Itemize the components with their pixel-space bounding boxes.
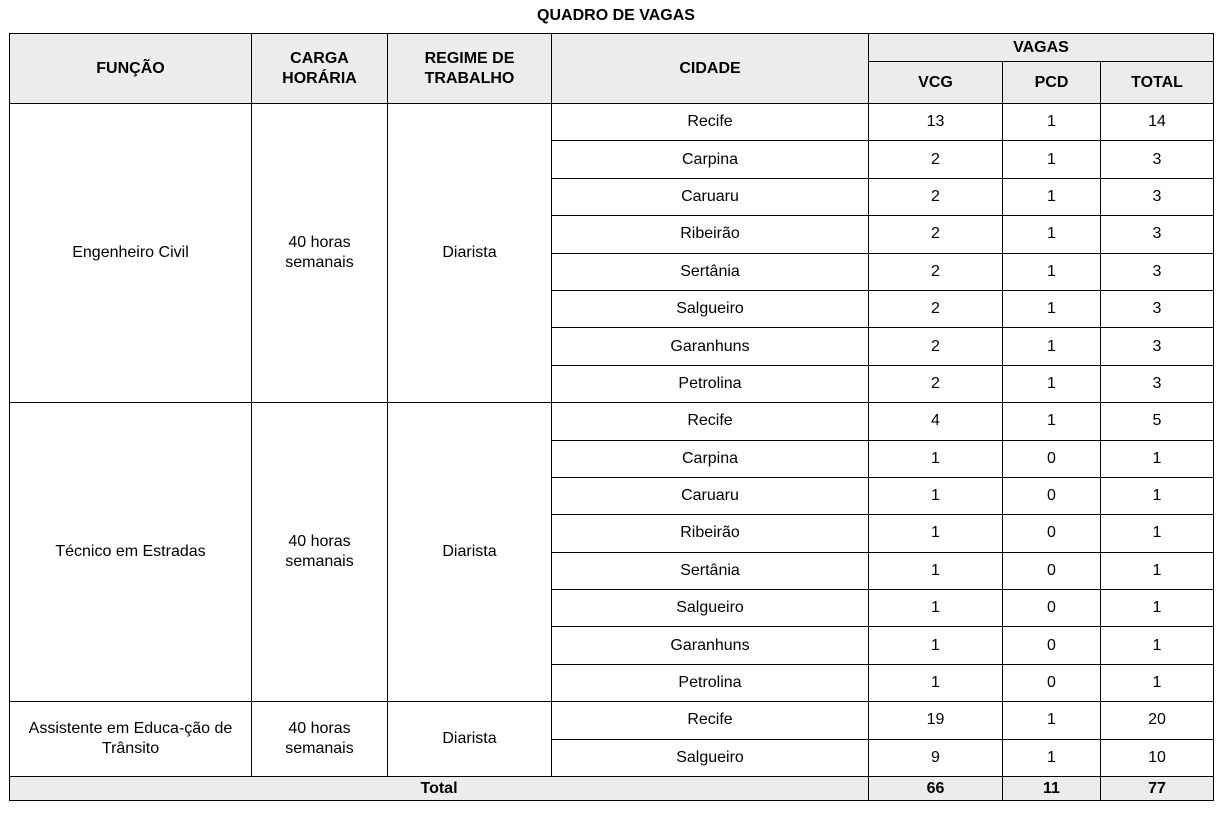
- total-cell: 3: [1101, 253, 1214, 290]
- vcg-cell: 2: [869, 253, 1003, 290]
- total-cell: 3: [1101, 365, 1214, 402]
- pcd-cell: 0: [1003, 552, 1101, 589]
- pcd-cell: 0: [1003, 515, 1101, 552]
- pcd-cell: 1: [1003, 739, 1101, 776]
- pcd-cell: 1: [1003, 702, 1101, 739]
- vcg-cell: 1: [869, 440, 1003, 477]
- totals-total: 77: [1101, 777, 1214, 801]
- total-cell: 1: [1101, 552, 1214, 589]
- vcg-cell: 2: [869, 290, 1003, 327]
- cidade-cell: Garanhuns: [552, 627, 869, 664]
- vacancy-table: [9, 33, 1214, 801]
- cidade-cell: Sertânia: [552, 552, 869, 589]
- total-cell: 3: [1101, 328, 1214, 365]
- cidade-cell: Garanhuns: [552, 328, 869, 365]
- header-total: TOTAL: [1101, 62, 1214, 104]
- vcg-cell: 1: [869, 552, 1003, 589]
- total-cell: 1: [1101, 515, 1214, 552]
- vcg-cell: 13: [869, 104, 1003, 141]
- carga-horaria-cell: 40 horas semanais: [252, 104, 388, 403]
- funcao-cell: Assistente em Educa-ção de Trânsito: [10, 702, 252, 777]
- total-cell: 3: [1101, 216, 1214, 253]
- pcd-cell: 0: [1003, 627, 1101, 664]
- pcd-cell: 1: [1003, 365, 1101, 402]
- header-vcg: VCG: [869, 62, 1003, 104]
- cidade-cell: Recife: [552, 104, 869, 141]
- table-row: [10, 702, 1214, 739]
- total-cell: 1: [1101, 627, 1214, 664]
- cidade-cell: Caruaru: [552, 477, 869, 514]
- total-cell: 14: [1101, 104, 1214, 141]
- pcd-cell: 0: [1003, 440, 1101, 477]
- vcg-cell: 2: [869, 178, 1003, 215]
- total-cell: 3: [1101, 290, 1214, 327]
- carga-horaria-cell: 40 horas semanais: [252, 403, 388, 702]
- table-body: [10, 104, 1214, 777]
- vcg-cell: 1: [869, 627, 1003, 664]
- vcg-cell: 2: [869, 141, 1003, 178]
- pcd-cell: 1: [1003, 178, 1101, 215]
- cidade-cell: Salgueiro: [552, 739, 869, 776]
- vcg-cell: 1: [869, 590, 1003, 627]
- pcd-cell: 0: [1003, 664, 1101, 701]
- pcd-cell: 1: [1003, 328, 1101, 365]
- cidade-cell: Carpina: [552, 141, 869, 178]
- vcg-cell: 4: [869, 403, 1003, 440]
- totals-label: Total: [10, 777, 869, 801]
- page-title: QUADRO DE VAGAS: [537, 7, 695, 24]
- regime-cell: Diarista: [388, 702, 552, 777]
- header-cidade: CIDADE: [552, 34, 869, 104]
- total-cell: 1: [1101, 477, 1214, 514]
- totals-vcg: 66: [869, 777, 1003, 801]
- header-carga-horaria: CARGA HORÁRIA: [252, 34, 388, 104]
- total-cell: 20: [1101, 702, 1214, 739]
- pcd-cell: 1: [1003, 141, 1101, 178]
- vcg-cell: 2: [869, 328, 1003, 365]
- header-vagas: VAGAS: [869, 34, 1214, 62]
- header-regime: REGIME DE TRABALHO: [388, 34, 552, 104]
- total-cell: 3: [1101, 178, 1214, 215]
- table-row: [10, 104, 1214, 141]
- pcd-cell: 1: [1003, 253, 1101, 290]
- cidade-cell: Salgueiro: [552, 290, 869, 327]
- table-row: [10, 403, 1214, 440]
- regime-cell: Diarista: [388, 403, 552, 702]
- cidade-cell: Ribeirão: [552, 216, 869, 253]
- total-cell: 1: [1101, 664, 1214, 701]
- cidade-cell: Petrolina: [552, 664, 869, 701]
- vcg-cell: 9: [869, 739, 1003, 776]
- total-cell: 5: [1101, 403, 1214, 440]
- cidade-cell: Recife: [552, 403, 869, 440]
- funcao-cell: Técnico em Estradas: [10, 403, 252, 702]
- vcg-cell: 1: [869, 477, 1003, 514]
- regime-cell: Diarista: [388, 104, 552, 403]
- pcd-cell: 0: [1003, 477, 1101, 514]
- vcg-cell: 1: [869, 664, 1003, 701]
- vcg-cell: 1: [869, 515, 1003, 552]
- cidade-cell: Carpina: [552, 440, 869, 477]
- header-pcd: PCD: [1003, 62, 1101, 104]
- total-cell: 1: [1101, 440, 1214, 477]
- header-funcao: FUNÇÃO: [10, 34, 252, 104]
- vcg-cell: 2: [869, 216, 1003, 253]
- cidade-cell: Recife: [552, 702, 869, 739]
- totals-row: [10, 777, 1214, 801]
- cidade-cell: Petrolina: [552, 365, 869, 402]
- pcd-cell: 1: [1003, 216, 1101, 253]
- funcao-cell: Engenheiro Civil: [10, 104, 252, 403]
- cidade-cell: Salgueiro: [552, 590, 869, 627]
- pcd-cell: 1: [1003, 290, 1101, 327]
- total-cell: 3: [1101, 141, 1214, 178]
- total-cell: 1: [1101, 590, 1214, 627]
- total-cell: 10: [1101, 739, 1214, 776]
- carga-horaria-cell: 40 horas semanais: [252, 702, 388, 777]
- vcg-cell: 2: [869, 365, 1003, 402]
- cidade-cell: Ribeirão: [552, 515, 869, 552]
- cidade-cell: Sertânia: [552, 253, 869, 290]
- totals-pcd: 11: [1003, 777, 1101, 801]
- vcg-cell: 19: [869, 702, 1003, 739]
- pcd-cell: 1: [1003, 403, 1101, 440]
- cidade-cell: Caruaru: [552, 178, 869, 215]
- pcd-cell: 0: [1003, 590, 1101, 627]
- pcd-cell: 1: [1003, 104, 1101, 141]
